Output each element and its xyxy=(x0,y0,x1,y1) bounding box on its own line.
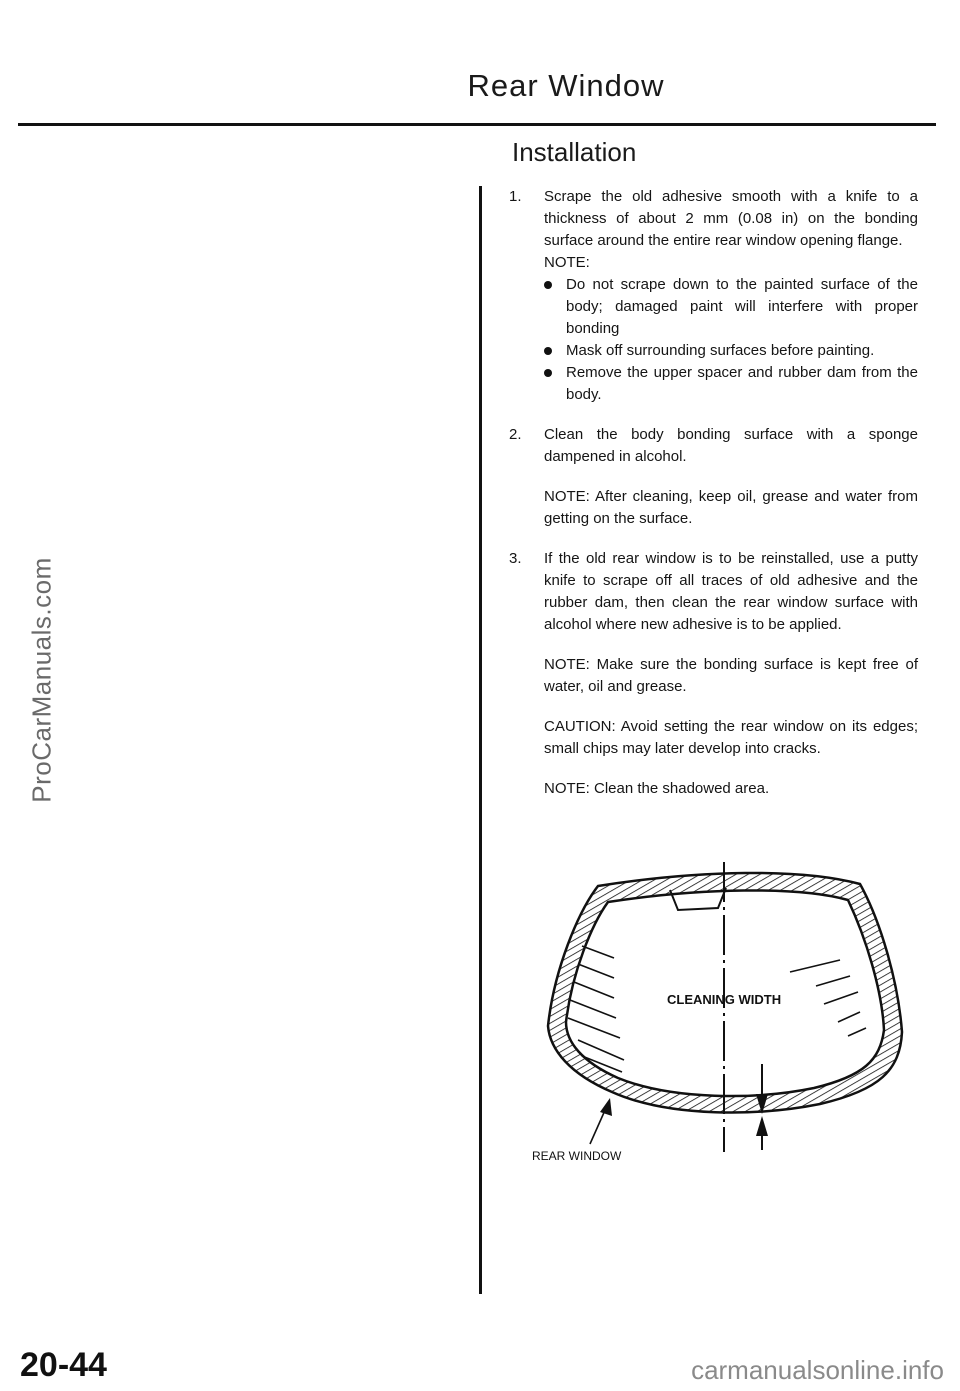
note-text: NOTE: Clean the shadowed area. xyxy=(544,780,770,797)
step-text: If the old rear window is to be reinstalled, use a putty knife to scrape off all traces of old adhesive and the rubber dam, then clean the rear window surface with alcohol where new adhesive is to be applied. xyxy=(544,550,918,633)
bullet-icon xyxy=(544,281,552,289)
footer-site-watermark: carmanualsonline.info xyxy=(691,1355,944,1385)
bullet-list xyxy=(544,274,918,406)
list-item: Mask off surrounding surfaces before painting. xyxy=(544,340,918,362)
column-divider xyxy=(479,186,482,1294)
cleaning-width-label: CLEANING WIDTH xyxy=(667,992,782,1007)
watermark-text: ProCarManuals.com xyxy=(26,557,57,803)
rear-window-leader xyxy=(590,1098,612,1144)
section-heading: Installation xyxy=(512,137,637,167)
note-text: NOTE: Make sure the bonding surface is kept free of water, oil and grease. xyxy=(544,656,918,695)
glare-lines xyxy=(568,946,866,1072)
bullet-icon xyxy=(544,347,552,355)
note-text: NOTE: After cleaning, keep oil, grease and water from getting on the surface. xyxy=(544,488,918,527)
page-number: 20-44 xyxy=(20,1346,107,1384)
rear-window-label: REAR WINDOW xyxy=(532,1149,622,1163)
instructions xyxy=(509,186,918,800)
list-item: Remove the upper spacer and rubber dam from the body. xyxy=(544,362,918,406)
step-1 xyxy=(509,186,918,406)
step-3 xyxy=(509,548,918,800)
rear-window-diagram xyxy=(520,860,920,1180)
step-text: Scrape the old adhesive smooth with a knife to a thickness of about 2 mm (0.08 in) on the bonding surface around the entire rear window opening flange. xyxy=(544,188,918,249)
note-label: NOTE: xyxy=(544,254,590,271)
list-item: Do not scrape down to the painted surface of the body; damaged paint will interfere with proper bonding xyxy=(544,274,918,340)
title-divider xyxy=(18,123,936,126)
caution-text: CAUTION: Avoid setting the rear window on its edges; small chips may later develop into cracks. xyxy=(544,718,918,757)
page-title: Rear Window xyxy=(467,68,665,103)
step-2 xyxy=(509,424,918,530)
bullet-icon xyxy=(544,369,552,377)
step-number: 3. xyxy=(509,550,522,567)
step-number: 2. xyxy=(509,426,522,443)
step-text: Clean the body bonding surface with a sponge dampened in alcohol. xyxy=(544,426,918,465)
step-number: 1. xyxy=(509,188,522,205)
